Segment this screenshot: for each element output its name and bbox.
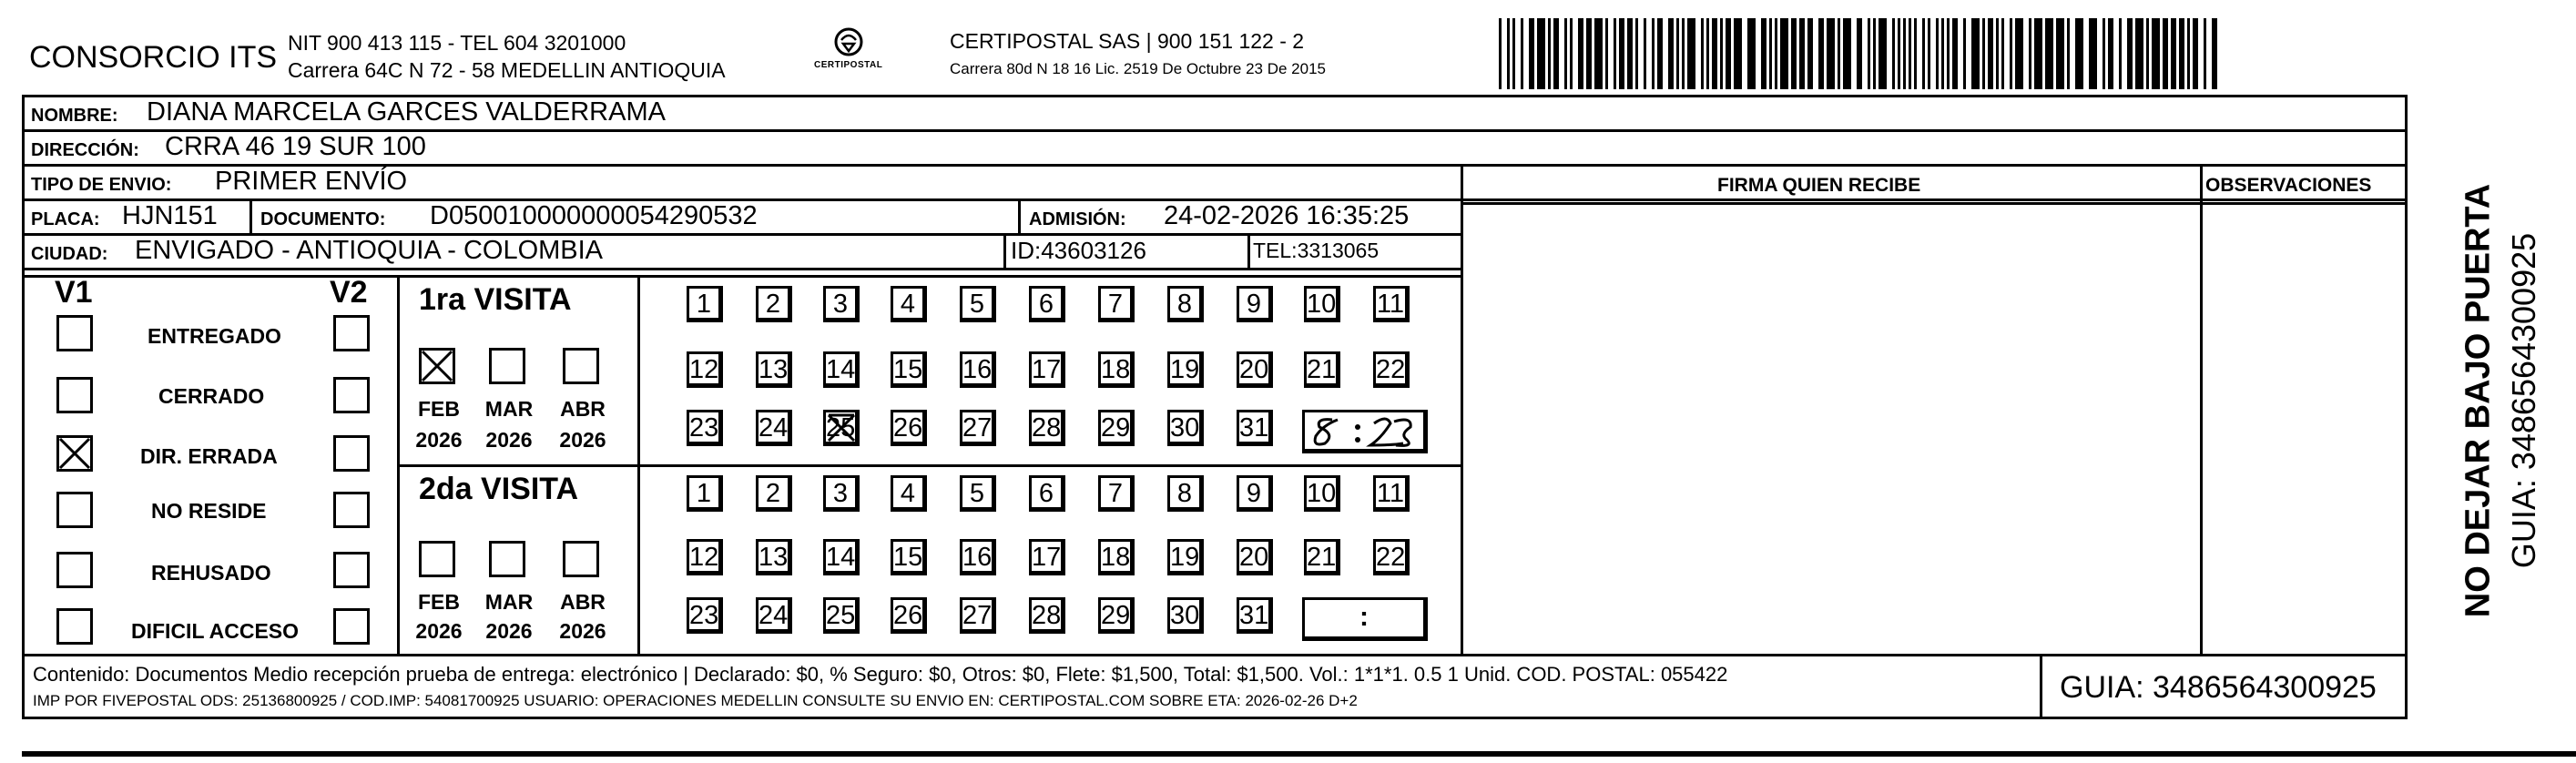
barcode-bar <box>1564 18 1567 89</box>
second-visit-day-6[interactable]: 6 <box>1029 475 1065 512</box>
ciudad-value: ENVIGADO - ANTIOQUIA - COLOMBIA <box>135 236 604 265</box>
barcode-bar <box>1553 18 1559 89</box>
footer-line <box>22 654 2408 656</box>
second-visit-day-18[interactable]: 18 <box>1098 539 1135 575</box>
second-visit-day-8[interactable]: 8 <box>1167 475 1204 512</box>
second-visit-day-15[interactable]: 15 <box>891 539 927 575</box>
footer-guia: GUIA: 3486564300925 <box>2060 670 2377 705</box>
year-label: 2026 <box>485 619 533 643</box>
first-visit-day-28[interactable]: 28 <box>1029 410 1065 446</box>
v1-checkbox[interactable] <box>56 492 93 528</box>
barcode-bar <box>2152 18 2160 89</box>
barcode-bar <box>1857 18 1862 89</box>
barcode-bar <box>2034 18 2042 89</box>
second-visit-day-31[interactable]: 31 <box>1237 597 1273 634</box>
company-nit: NIT 900 413 115 - TEL 604 3201000 <box>288 31 626 55</box>
first-visit-day-24[interactable]: 24 <box>756 410 792 446</box>
barcode-bar <box>1892 18 1895 89</box>
side-warning: NO DEJAR BAJO PUERTA <box>2459 183 2498 618</box>
col-line-admision <box>1018 198 1021 233</box>
first-visit-day-29[interactable]: 29 <box>1098 410 1135 446</box>
year-label: 2026 <box>415 428 463 452</box>
barcode-bar <box>1971 18 1980 89</box>
v1-checkbox[interactable] <box>56 608 93 645</box>
second-visit-day-10[interactable]: 10 <box>1304 475 1340 512</box>
v2-checkbox[interactable] <box>333 435 370 472</box>
v1-checkbox-checked[interactable] <box>56 435 93 472</box>
year-label: 2026 <box>559 428 606 452</box>
first-visit-day-19[interactable]: 19 <box>1167 351 1204 388</box>
second-visit-day-27[interactable]: 27 <box>960 597 996 634</box>
barcode-bar <box>1499 18 1502 89</box>
second-visit-day-3[interactable]: 3 <box>823 475 860 512</box>
second-visit-day-25[interactable]: 25 <box>823 597 860 634</box>
barcode-bar <box>1537 18 1545 89</box>
first-visit-day-3[interactable]: 3 <box>823 286 860 322</box>
second-visit-day-29[interactable]: 29 <box>1098 597 1135 634</box>
barcode-bar <box>2015 18 2023 89</box>
nombre-label: NOMBRE: <box>31 106 118 126</box>
second-visit-day-30[interactable]: 30 <box>1167 597 1204 634</box>
first-visit-day-30[interactable]: 30 <box>1167 410 1204 446</box>
first-visit-day-17[interactable]: 17 <box>1029 351 1065 388</box>
barcode-bar <box>2171 18 2176 89</box>
barcode-bar <box>1941 18 1944 89</box>
company-address: Carrera 64C N 72 - 58 MEDELLIN ANTIOQUIA <box>288 58 726 82</box>
barcode-bar <box>1687 18 1695 89</box>
second-visit-day-11[interactable]: 11 <box>1373 475 1410 512</box>
x-mark-icon <box>421 350 453 382</box>
barcode-bar <box>1775 18 1777 89</box>
second-visit-time-box[interactable] <box>1302 597 1428 641</box>
barcode-bar <box>1594 18 1603 89</box>
v1-header: V1 <box>55 275 93 310</box>
barcode-bar <box>1668 18 1674 89</box>
barcode-bar <box>1706 18 1709 89</box>
second-visit-day-14[interactable]: 14 <box>823 539 860 575</box>
v2-header: V2 <box>330 275 368 310</box>
second-visit-day-4[interactable]: 4 <box>891 475 927 512</box>
first-visit-day-20[interactable]: 20 <box>1237 351 1273 388</box>
documento-value: D050010000000054290532 <box>430 201 758 230</box>
first-visit-day-8[interactable]: 8 <box>1167 286 1204 322</box>
certipostal-logo <box>809 25 889 80</box>
first-visit-day-4[interactable]: 4 <box>891 286 927 322</box>
barcode-bar <box>1963 18 1966 89</box>
status-entregado: ENTREGADO <box>148 324 281 348</box>
documento-label: DOCUMENTO: <box>260 209 386 229</box>
first-visit-day-23[interactable]: 23 <box>687 410 723 446</box>
status-no-reside: NO RESIDE <box>151 499 267 523</box>
barcode-bar <box>2001 18 2004 89</box>
month-label-abr: ABR <box>560 397 606 421</box>
barcode-bar <box>2204 18 2206 89</box>
barcode-bar <box>1780 18 1788 89</box>
second-visit-day-20[interactable]: 20 <box>1237 539 1273 575</box>
barcode-bar <box>1928 18 1930 89</box>
first-visit-day-9[interactable]: 9 <box>1237 286 1273 322</box>
status-cerrado: CERRADO <box>158 384 265 408</box>
barcode-bar <box>1720 18 1723 89</box>
status-dificil-acceso: DIFICIL ACCESO <box>131 619 300 643</box>
barcode-bar <box>1627 18 1633 89</box>
first-visit-day-1[interactable]: 1 <box>687 286 723 322</box>
barcode-bar <box>1807 18 1813 89</box>
barcode-bar <box>1843 18 1851 89</box>
barcode-bar <box>1712 18 1717 89</box>
status-rehusado: REHUSADO <box>151 561 271 585</box>
barcode-bar <box>1914 18 1917 89</box>
barcode-bar <box>2163 18 2168 89</box>
barcode-bar <box>1619 18 1624 89</box>
first-visit-day-13[interactable]: 13 <box>756 351 792 388</box>
barcode-bar <box>1512 18 1515 89</box>
month-label-abr: ABR <box>560 590 606 614</box>
second-visit-day-1[interactable]: 1 <box>687 475 723 512</box>
footer-guia-divider <box>2040 654 2042 719</box>
first-visit-day-6[interactable]: 6 <box>1029 286 1065 322</box>
month-label-feb: FEB <box>418 397 460 421</box>
status-dir-errada: DIR. ERRADA <box>140 444 278 468</box>
barcode-bar <box>1682 18 1685 89</box>
barcode-bar <box>1529 18 1534 89</box>
footer-imp: IMP POR FIVEPOSTAL ODS: 25136800925 / COD.IMP: 54081700925 USUARIO: OPERACIONES MEDELLIN CONSULTE SU ENVIO EN: CERTIPOSTAL.COM SOBRE ETA: 2026-02-26 D+2 <box>33 692 1358 709</box>
barcode-bar <box>2179 18 2184 89</box>
first-visit-day-21[interactable]: 21 <box>1304 351 1340 388</box>
second-visit-day-9[interactable]: 9 <box>1237 475 1273 512</box>
first-visit-title: 1ra VISITA <box>419 282 572 317</box>
second-visit-day-23[interactable]: 23 <box>687 597 723 634</box>
second-visit-day-5[interactable]: 5 <box>960 475 996 512</box>
first-visit-day-5[interactable]: 5 <box>960 286 996 322</box>
second-visit-day-13[interactable]: 13 <box>756 539 792 575</box>
second-visit-day-12[interactable]: 12 <box>687 539 723 575</box>
barcode-bar <box>1747 18 1756 89</box>
col-line-placa <box>249 198 252 233</box>
barcode-bar <box>2103 18 2105 89</box>
v2-checkbox[interactable] <box>333 492 370 528</box>
barcode <box>1499 18 2222 89</box>
second-visit-day-28[interactable]: 28 <box>1029 597 1065 634</box>
x-mark-icon <box>58 437 91 470</box>
first-visit-day-15[interactable]: 15 <box>891 351 927 388</box>
barcode-bar <box>1507 18 1510 89</box>
v2-checkbox[interactable] <box>333 608 370 645</box>
barcode-bar <box>1644 18 1646 89</box>
first-visit-day-12[interactable]: 12 <box>687 351 723 388</box>
v1-checkbox[interactable] <box>56 552 93 588</box>
month-checkbox-feb-checked[interactable] <box>419 348 455 384</box>
barcode-bar <box>1799 18 1805 89</box>
first-visit-time-box[interactable] <box>1302 410 1428 453</box>
barcode-bar <box>1936 18 1939 89</box>
barcode-bar <box>1586 18 1592 89</box>
v1-checkbox[interactable] <box>56 377 93 413</box>
first-visit-day-10[interactable]: 10 <box>1304 286 1340 322</box>
tel-value: TEL:3313065 <box>1253 239 1380 262</box>
page-bottom-rule <box>22 751 2576 757</box>
barcode-bar <box>1947 18 1950 89</box>
second-visit-day-17[interactable]: 17 <box>1029 539 1065 575</box>
month-checkbox-abr[interactable] <box>563 348 599 384</box>
barcode-bar <box>2067 18 2070 89</box>
first-visit-day-7[interactable]: 7 <box>1098 286 1135 322</box>
v2-checkbox[interactable] <box>333 315 370 351</box>
barcode-bar <box>1952 18 1958 89</box>
direccion-value: CRRA 46 19 SUR 100 <box>165 132 426 161</box>
first-visit-day-18[interactable]: 18 <box>1098 351 1135 388</box>
first-visit-day-22[interactable]: 22 <box>1373 351 1410 388</box>
logo-text: CERTIPOSTAL <box>814 60 883 70</box>
barcode-bar <box>1605 18 1608 89</box>
barcode-bar <box>1676 18 1679 89</box>
barcode-bar <box>1898 18 1900 89</box>
id-value: ID:43603126 <box>1011 237 1146 264</box>
direccion-label: DIRECCIÓN: <box>31 140 139 160</box>
month-checkbox-mar[interactable] <box>489 348 525 384</box>
barcode-bar <box>2056 18 2064 89</box>
barcode-bar <box>1903 18 1906 89</box>
barcode-bar <box>2146 18 2149 89</box>
second-visit-day-19[interactable]: 19 <box>1167 539 1204 575</box>
visit-split-line <box>397 464 1461 467</box>
barcode-bar <box>1701 18 1704 89</box>
day-number: 25 <box>826 413 856 443</box>
v2-checkbox[interactable] <box>333 552 370 588</box>
barcode-bar <box>1873 18 1876 89</box>
barcode-bar <box>2135 18 2143 89</box>
second-visit-day-2[interactable]: 2 <box>756 475 792 512</box>
second-visit-day-21[interactable]: 21 <box>1304 539 1340 575</box>
second-visit-title: 2da VISITA <box>419 472 579 506</box>
barcode-bar <box>2029 18 2031 89</box>
col-line-obs <box>2200 164 2203 654</box>
year-label: 2026 <box>415 619 463 643</box>
ciudad-label: CIUDAD: <box>31 244 108 264</box>
barcode-bar <box>1818 18 1824 89</box>
barcode-bar <box>2212 18 2217 89</box>
certipostal-nit: CERTIPOSTAL SAS | 900 151 122 - 2 <box>950 29 1305 53</box>
v1-checkbox[interactable] <box>56 315 93 351</box>
month-label-feb: FEB <box>418 590 460 614</box>
first-visit-day-11[interactable]: 11 <box>1373 286 1410 322</box>
barcode-bar <box>1548 18 1551 89</box>
barcode-bar <box>1578 18 1583 89</box>
v2-checkbox[interactable] <box>333 377 370 413</box>
tipo-value: PRIMER ENVÍO <box>215 167 408 196</box>
barcode-bar <box>1838 18 1840 89</box>
barcode-bar <box>1827 18 1835 89</box>
barcode-bar <box>2119 18 2122 89</box>
first-visit-day-2[interactable]: 2 <box>756 286 792 322</box>
barcode-bar <box>1521 18 1523 89</box>
year-label: 2026 <box>485 428 533 452</box>
col-line-id <box>1003 233 1006 268</box>
barcode-bar <box>1734 18 1742 89</box>
barcode-bar <box>1879 18 1887 89</box>
tipo-label: TIPO DE ENVIO: <box>31 175 172 195</box>
placa-value: HJN151 <box>122 201 218 230</box>
second-visit-day-22[interactable]: 22 <box>1373 539 1410 575</box>
handwritten-time <box>1305 412 1425 451</box>
firma-header-line <box>1461 202 2408 205</box>
second-visit-day-16[interactable]: 16 <box>960 539 996 575</box>
barcode-bar <box>2089 18 2097 89</box>
second-visit-day-26[interactable]: 26 <box>891 597 927 634</box>
barcode-bar <box>1761 18 1767 89</box>
month-checkbox-abr[interactable] <box>563 541 599 577</box>
barcode-bar <box>1791 18 1797 89</box>
barcode-bar <box>2187 18 2190 89</box>
admision-value: 24-02-2026 16:35:25 <box>1164 201 1410 230</box>
first-visit-day-25[interactable] <box>823 410 860 446</box>
month-checkbox-feb[interactable] <box>419 541 455 577</box>
placa-label: PLACA: <box>31 209 100 229</box>
barcode-bar <box>1868 18 1870 89</box>
first-visit-day-31[interactable]: 31 <box>1237 410 1273 446</box>
barcode-bar <box>2193 18 2198 89</box>
barcode-bar <box>1996 18 1999 89</box>
nombre-value: DIANA MARCELA GARCES VALDERRAMA <box>147 97 666 127</box>
first-visit-day-16[interactable]: 16 <box>960 351 996 388</box>
company-name: CONSORCIO ITS <box>29 40 278 75</box>
barcode-bar <box>2075 18 2083 89</box>
barcode-bar <box>1726 18 1731 89</box>
col-line-firma <box>1461 164 1463 654</box>
barcode-bar <box>2010 18 2012 89</box>
barcode-bar <box>1922 18 1925 89</box>
barcode-bar <box>1614 18 1616 89</box>
footer-content: Contenido: Documentos Medio recepción prueba de entrega: electrónico | Declarado: $0, % Seguro: $0, Otros: $0, Flete: $1,500, Total: $1,500. Vol.: 1*1*1. 0.5 1 Unid. COD. POSTAL: 055422 <box>33 663 1728 686</box>
side-guia: GUIA: 3486564300925 <box>2505 232 2542 569</box>
second-visit-day-7[interactable]: 7 <box>1098 475 1135 512</box>
second-visit-day-24[interactable]: 24 <box>756 597 792 634</box>
month-checkbox-mar[interactable] <box>489 541 525 577</box>
barcode-bar <box>1635 18 1638 89</box>
observaciones-header: OBSERVACIONES <box>2205 175 2372 196</box>
barcode-bar <box>1909 18 1911 89</box>
month-label-mar: MAR <box>484 397 534 421</box>
barcode-bar <box>1657 18 1663 89</box>
admision-label: ADMISIÓN: <box>1029 209 1126 229</box>
row-line <box>22 275 1461 278</box>
barcode-bar <box>1652 18 1655 89</box>
barcode-bar <box>2045 18 2053 89</box>
first-visit-day-14[interactable]: 14 <box>823 351 860 388</box>
first-visit-day-26[interactable]: 26 <box>891 410 927 446</box>
firma-header: FIRMA QUIEN RECIBE <box>1717 175 1921 196</box>
barcode-bar <box>2108 18 2113 89</box>
barcode-bar <box>1570 18 1573 89</box>
second-visit-time: : <box>1359 602 1369 632</box>
col-line-tel <box>1247 233 1250 268</box>
barcode-bar <box>1982 18 1985 89</box>
certipostal-address: Carrera 80d N 18 16 Lic. 2519 De Octubre 23 De 2015 <box>950 60 1326 77</box>
row-line <box>22 268 1461 270</box>
barcode-bar <box>1769 18 1772 89</box>
first-visit-day-27[interactable]: 27 <box>960 410 996 446</box>
month-label-mar: MAR <box>484 590 534 614</box>
year-label: 2026 <box>559 619 606 643</box>
barcode-bar <box>1988 18 1993 89</box>
barcode-bar <box>2127 18 2133 89</box>
